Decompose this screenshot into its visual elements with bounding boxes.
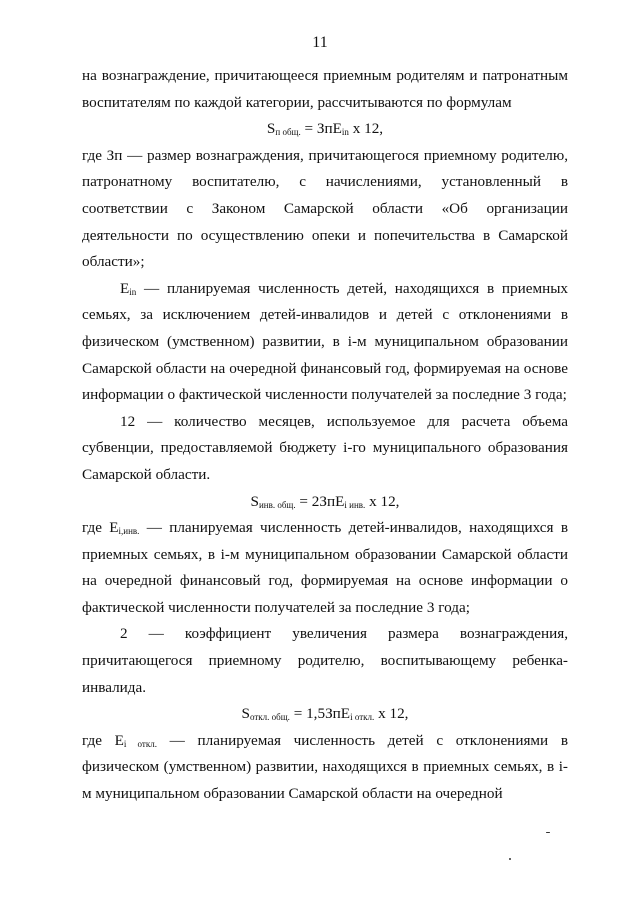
ein-subscript: in bbox=[129, 286, 137, 297]
paragraph-coefficient: 2 — коэффициент увеличения размера вознаграждения, причитающегося приемному родителю, воспитывающему ребенка-инвалида. bbox=[82, 625, 568, 696]
formula-s: S bbox=[266, 120, 276, 138]
ein-text: — планируемая численность детей, находящихся в приемных семьях, за исключением детей-инвалидов и детей с отклонениями в физическом (умственном) развитии, в i-м муниципальном образовании Самарской области на очередной финансовый год, формируемая на основе информации о фактической численности получателей за последние 3 года; bbox=[82, 279, 568, 404]
paragraph-intro: на вознаграждение, причитающееся приемным родителям и патронатным воспитателям по каждой категории, рассчитываются по формулам bbox=[82, 67, 568, 111]
document-body bbox=[82, 63, 568, 808]
ein-symbol: E bbox=[120, 279, 130, 297]
formula-e-subscript: i инв. bbox=[344, 499, 366, 510]
formula-disabled bbox=[82, 489, 568, 516]
paragraph-zp-definition: где Зп — размер вознаграждения, причитающегося приемному родителю, патронатному воспитателю, с начислениями, установленный в соответствии с Законом Самарской области «Об организации деятельности по осуществлению опеки и попечительства в Самарской области»; bbox=[82, 146, 568, 271]
formula-equals: = 1,5ЗпE bbox=[289, 705, 351, 723]
eotkl-prefix: где E bbox=[82, 731, 124, 749]
formula-tail: х 12, bbox=[374, 705, 409, 723]
formula-equals: = 2ЗпE bbox=[295, 492, 345, 510]
formula-total bbox=[82, 116, 568, 143]
eotkl-subscript: i откл. bbox=[123, 738, 157, 749]
formula-tail: х 12, bbox=[365, 492, 400, 510]
formula-deviation bbox=[82, 701, 568, 728]
einv-text: — планируемая численность детей-инвалидов, находящихся в приемных семьях, в i-м муниципальном образовании Самарской области на очередной финансовый год, формируемая на основе информации о фактической численности получателей за последние 3 года; bbox=[82, 519, 568, 616]
einv-subscript: i,инв. bbox=[118, 526, 140, 537]
paragraph-eotkl-definition bbox=[82, 728, 568, 808]
page-number: 11 bbox=[312, 34, 328, 51]
formula-s: S bbox=[250, 492, 259, 510]
formula-s-subscript: откл. общ. bbox=[249, 712, 290, 723]
formula-e-subscript: i откл. bbox=[350, 712, 375, 723]
paragraph-einv-definition bbox=[82, 515, 568, 621]
scan-speck bbox=[546, 832, 550, 833]
formula-s-subscript: инв. общ. bbox=[258, 499, 296, 510]
formula-tail: х 12, bbox=[348, 120, 384, 138]
eotkl-text: — планируемая численность детей с отклонениями в физическом (умственном) развитии, находящихся в приемных семьях, в i-м муниципальном образовании Самарской области на очередной bbox=[82, 731, 569, 803]
paragraph-ein-definition bbox=[82, 276, 568, 409]
einv-prefix: где E bbox=[82, 519, 119, 537]
formula-e-subscript: in bbox=[341, 127, 349, 138]
formula-s-subscript: п общ. bbox=[275, 127, 301, 138]
paragraph-months: 12 — количество месяцев, используемое для расчета объема субвенции, предоставляемой бюджету i-го муниципального образования Самарской области. bbox=[82, 412, 568, 483]
scan-speck bbox=[509, 858, 511, 860]
formula-s: S bbox=[241, 705, 250, 723]
formula-equals: = ЗпE bbox=[300, 120, 342, 138]
